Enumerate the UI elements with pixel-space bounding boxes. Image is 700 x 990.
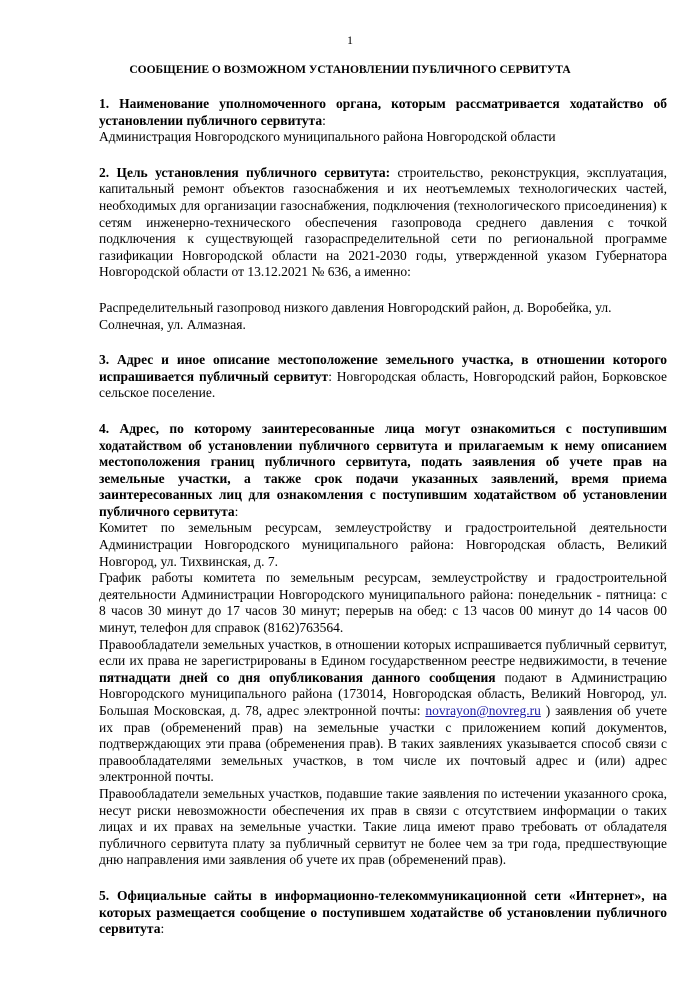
section-4-colon: :	[234, 503, 239, 519]
section-4-schedule: График работы комитета по земельным ресурсам, землеустройству и градостроительной деятельности Администрации Новгородского муниципального района: понедельник - пятница: с 8 часов 30 минут до 17 часов 30 минут; перерыв на обед: с 13 часов 00 минут до 14 часов 00 минут, телефон для справок (8162)763564.	[99, 570, 667, 636]
section-5	[99, 888, 667, 938]
section-4-applications	[99, 637, 667, 786]
applications-intro: Правообладатели земельных участков, в отношении которых испрашивается публичный сервитут, если их права не зарегистрированы в Едином государственном реестре недвижимости, в течение	[99, 636, 667, 669]
section-3-heading: 3. Адрес и иное описание местоположение земельного участка, в отношении которого испрашивается публичный сервитут	[99, 352, 667, 384]
applications-deadline: пятнадцати дней со дня опубликования данного сообщения	[99, 669, 496, 685]
document-body	[99, 96, 667, 938]
page-number: 1	[347, 33, 353, 47]
section-4	[99, 421, 667, 521]
section-4-risks: Правообладатели земельных участков, подавшие такие заявления по истечении указанного срока, несут риски невозможности обеспечения их прав в связи с отсутствием информации о таких лицах и их правах на земельные участки. Такие лица имеют право требовать от обладателя публичного сервитута плату за публичный сервитут не более чем за три года, предшествующие дню направления ими заявления об учете их прав (обременений прав).	[99, 785, 667, 868]
section-1-heading: 1. Наименование уполномоченного органа, которым рассматривается ходатайство об установлении публичного сервитута	[99, 96, 667, 128]
section-2-object: Распределительный газопровод низкого давления Новгородский район, д. Воробейка, ул. Солнечная, ул. Алмазная.	[99, 299, 612, 332]
email-link[interactable]: novrayon@novreg.ru	[425, 703, 541, 718]
section-2-body: строительство, реконструкция, эксплуатация, капитальный ремонт объектов газоснабжения и их неотъемлемых технологических частей, необходимых для организации газоснабжения, подключения (технологического присоединения) к сетям инженерно-технического обеспечения газопровода среднего давления с точкой подключения к существующей газораспределительной сети по региональной программе газификации Новгородской области на 2021-2030 годы, утвержденной указом Губернатора Новгородской области от 13.12.2021 № 636, а именно:	[99, 164, 667, 280]
section-2	[99, 165, 667, 281]
section-5-heading: 5. Официальные сайты в информационно-телекоммуникационной сети «Интернет», на которых размещается сообщение о поступившем ходатайстве об установлении публичного сервитута	[99, 887, 667, 937]
section-4-heading: 4. Адрес, по которому заинтересованные лица могут ознакомиться с поступившим ходатайством об установлении публичного сервитута и прилагаемым к нему описанием местоположения границ публичного сервитута, подать заявления об учете прав на земельные участки, а также срок подачи указанных заявлений, время приема заинтересованных лиц для ознакомления с поступившим ходатайством об установлении публичного сервитута	[99, 420, 667, 519]
applications-middle: подают в Администрацию Новгородского муниципального района (173014, Новгородская область, Великий Новгород, ул. Большая Московская, д. 78, адрес электронной почты:	[99, 669, 667, 718]
document-title: СООБЩЕНИЕ О ВОЗМОЖНОМ УСТАНОВЛЕНИИ ПУБЛИЧНОГО СЕРВИТУТА	[129, 64, 571, 76]
section-3-body: : Новгородская область, Новгородский район, Борковское сельское поселение.	[99, 368, 667, 401]
section-2-heading: 2. Цель установления публичного сервитута:	[99, 164, 391, 180]
section-1-body: Администрация Новгородского муниципального района Новгородской области	[99, 129, 556, 145]
section-3	[99, 352, 667, 402]
applications-end: ) заявления об учете их прав (обременений прав) на земельные участки с приложением копий документов, подтверждающих эти права (обременения прав). В таких заявлениях указывается способ связи с правообладателями земельных участков, в том числе их почтовый адрес и (или) адрес электронной почты.	[99, 703, 668, 785]
section-1	[99, 96, 667, 146]
section-1-colon: :	[322, 112, 326, 128]
section-4-committee-address: Комитет по земельным ресурсам, землеустройству и градостроительной деятельности Администрации Новгородского муниципального района: Новгородская область, Великий Новгород, ул. Тихвинская, д. 7.	[99, 520, 667, 569]
section-5-colon: :	[160, 921, 165, 937]
